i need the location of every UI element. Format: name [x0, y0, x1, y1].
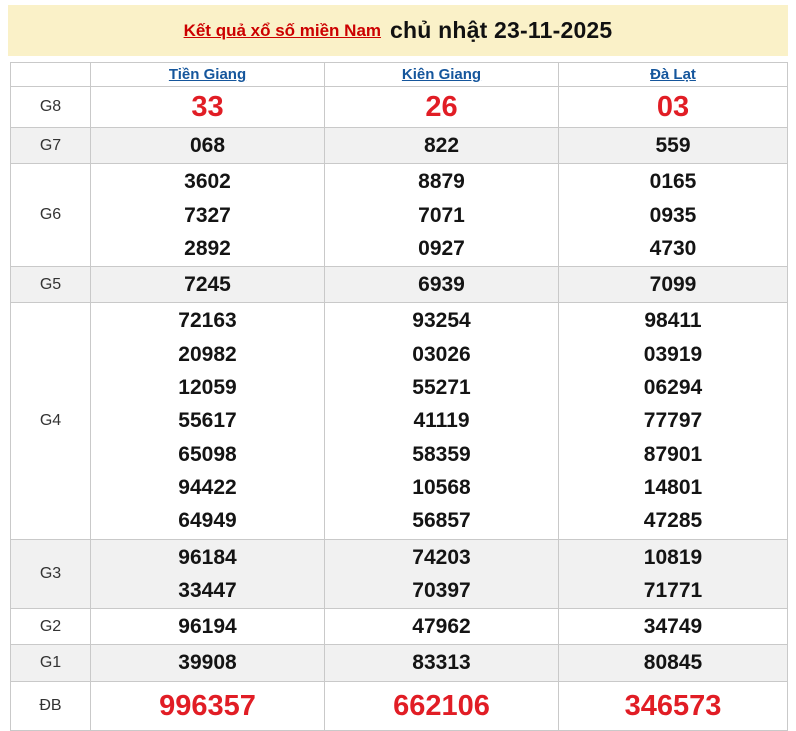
result-cell-g3-kien-giang	[325, 539, 559, 609]
region-title-link[interactable]: Kết quả xổ số miền Nam	[183, 20, 382, 40]
result-cell-g8-tien-giang	[91, 87, 325, 128]
result-cell-g7-kien-giang	[325, 128, 559, 164]
result-number: 71771	[643, 578, 703, 602]
result-number: 65098	[178, 442, 237, 466]
result-number: 06294	[643, 376, 703, 400]
prize-row-g6	[11, 164, 788, 267]
result-cell-g8-da-lat	[559, 87, 788, 128]
prize-row-g7	[11, 128, 788, 164]
result-cell-g1-da-lat	[559, 645, 788, 681]
prize-label-g6: G6	[11, 164, 91, 267]
result-number: 0935	[649, 203, 697, 227]
result-number: 77797	[643, 409, 703, 433]
prize-row-g2	[11, 609, 788, 645]
province-link-da-lat[interactable]: Đà Lạt	[650, 66, 696, 83]
result-number: 98411	[644, 309, 702, 333]
result-number: 33	[191, 91, 224, 123]
result-number: 3602	[184, 170, 231, 194]
prize-row-g4	[11, 303, 788, 539]
result-number: 7327	[184, 203, 231, 227]
result-number: 72163	[178, 309, 237, 333]
result-cell-g3-da-lat	[559, 539, 788, 609]
result-cell-g3-tien-giang	[91, 539, 325, 609]
result-cell-g7-tien-giang	[91, 128, 325, 164]
prize-row-db	[11, 681, 788, 730]
result-cell-g4-tien-giang	[91, 303, 325, 539]
result-number: 2892	[184, 236, 231, 260]
result-number: 4730	[649, 236, 697, 260]
result-number: 0927	[418, 236, 465, 260]
result-number: 12059	[178, 376, 237, 400]
result-number: 64949	[178, 509, 237, 533]
result-number: 55617	[178, 409, 237, 433]
result-number: 8879	[418, 170, 465, 194]
result-number: 0165	[649, 170, 697, 194]
title-bar	[8, 5, 788, 56]
result-number: 94422	[178, 475, 237, 499]
column-header-da-lat	[559, 63, 788, 87]
result-cell-g6-kien-giang	[325, 164, 559, 267]
result-cell-g6-tien-giang	[91, 164, 325, 267]
result-cell-g6-da-lat	[559, 164, 788, 267]
result-number: 74203	[412, 545, 471, 569]
result-number: 996357	[159, 689, 256, 722]
result-number: 87901	[643, 442, 703, 466]
result-number: 80845	[643, 651, 703, 675]
result-number: 662106	[393, 689, 490, 722]
result-cell-g2-tien-giang	[91, 609, 325, 645]
result-number: 14801	[643, 475, 703, 499]
result-number: 70397	[412, 578, 471, 602]
prize-label-g2: G2	[11, 609, 91, 645]
result-cell-db-kien-giang	[325, 681, 559, 730]
result-number: 47962	[412, 615, 471, 639]
result-number: 03	[656, 91, 690, 123]
result-number: 34749	[643, 615, 703, 639]
province-link-kien-giang[interactable]: Kiên Giang	[401, 66, 482, 83]
draw-date-title: chủ nhật 23-11-2025	[390, 17, 613, 43]
prize-row-g8	[11, 87, 788, 128]
result-number: 96184	[178, 545, 237, 569]
prize-label-g7: G7	[11, 128, 91, 164]
result-number: 47285	[643, 509, 703, 533]
prize-label-db: ĐB	[11, 681, 91, 730]
result-number: 55271	[412, 376, 471, 400]
result-cell-g8-kien-giang	[325, 87, 559, 128]
result-number: 03919	[643, 342, 703, 366]
prize-row-g1	[11, 645, 788, 681]
result-number: 83313	[412, 651, 471, 675]
result-number: 7071	[418, 203, 465, 227]
result-number: 41119	[413, 409, 470, 433]
result-cell-g1-kien-giang	[325, 645, 559, 681]
result-number: 068	[189, 134, 226, 157]
province-link-tien-giang[interactable]: Tiền Giang	[168, 66, 247, 83]
result-number: 559	[655, 134, 691, 157]
result-cell-g4-kien-giang	[325, 303, 559, 539]
prize-row-g5	[11, 267, 788, 303]
result-number: 39908	[178, 651, 237, 675]
result-cell-g1-tien-giang	[91, 645, 325, 681]
results-table	[10, 62, 788, 731]
result-number: 93254	[412, 309, 471, 333]
result-cell-db-tien-giang	[91, 681, 325, 730]
result-cell-g5-da-lat	[559, 267, 788, 303]
result-cell-g4-da-lat	[559, 303, 788, 539]
result-number: 822	[423, 134, 460, 157]
result-cell-g7-da-lat	[559, 128, 788, 164]
result-cell-g2-da-lat	[559, 609, 788, 645]
prize-row-g3	[11, 539, 788, 609]
result-number: 96194	[178, 615, 237, 639]
result-number: 7245	[184, 273, 231, 297]
result-number: 10819	[643, 545, 703, 569]
prize-label-g4: G4	[11, 303, 91, 539]
result-cell-g2-kien-giang	[325, 609, 559, 645]
result-number: 33447	[178, 578, 237, 602]
column-header-row	[11, 63, 788, 87]
column-header-tien-giang	[91, 63, 325, 87]
prize-label-g1: G1	[11, 645, 91, 681]
result-number: 346573	[624, 689, 722, 722]
result-cell-g5-kien-giang	[325, 267, 559, 303]
result-number: 6939	[418, 273, 465, 297]
prize-column-header-empty	[11, 63, 91, 87]
result-number: 58359	[412, 442, 471, 466]
prize-label-g8: G8	[11, 87, 91, 128]
result-cell-g5-tien-giang	[91, 267, 325, 303]
prize-label-g5: G5	[11, 267, 91, 303]
result-number: 10568	[412, 475, 471, 499]
result-cell-db-da-lat	[559, 681, 788, 730]
result-number: 56857	[412, 509, 471, 533]
prize-label-g3: G3	[11, 539, 91, 609]
column-header-kien-giang	[325, 63, 559, 87]
result-number: 20982	[178, 342, 237, 366]
result-number: 26	[425, 91, 458, 123]
result-number: 03026	[412, 342, 471, 366]
result-number: 7099	[649, 273, 697, 297]
